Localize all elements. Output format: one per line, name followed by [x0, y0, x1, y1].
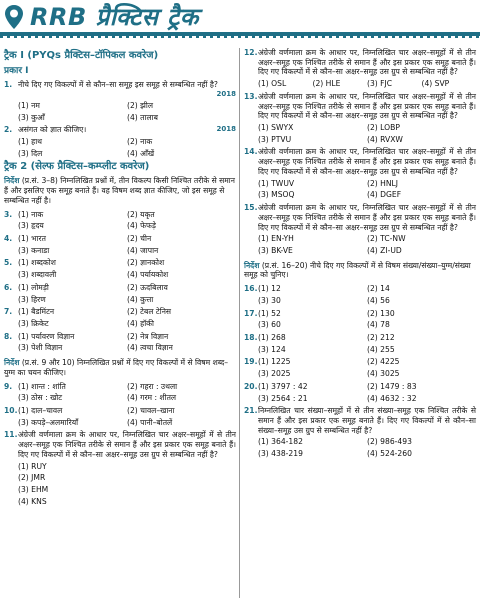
option[interactable]: (1) दाल–चावल — [18, 406, 63, 416]
option[interactable]: (1) शान्त : शांति — [18, 381, 66, 391]
option[interactable]: (4) त्वचा विज्ञान — [127, 343, 173, 353]
option[interactable]: (3) पेशी विज्ञान — [18, 343, 63, 353]
option[interactable]: (1) 52 — [258, 308, 281, 318]
option[interactable]: (1) OSL — [258, 79, 287, 89]
option[interactable]: (4) हॉकी — [127, 319, 154, 328]
question-3 — [4, 210, 236, 231]
option[interactable]: (2) नाक — [127, 137, 153, 147]
question-text-body: नीचे दिए गए विकल्पों में से कौन–सा समूह इस समूह से सम्बन्धित नहीं है? — [18, 80, 218, 90]
option[interactable]: (3) 30 — [258, 295, 281, 305]
question-19 — [244, 357, 476, 378]
option[interactable]: (3) क्रिकेट — [18, 319, 49, 328]
question-8 — [4, 332, 236, 353]
question-11 — [4, 430, 236, 459]
question-number: 15. — [244, 203, 258, 213]
question-text — [18, 80, 236, 99]
option[interactable]: (2) 212 — [367, 332, 395, 342]
question-7-options — [18, 307, 236, 328]
instruction-block — [4, 358, 236, 377]
instruction-tag: निर्देश — [4, 358, 20, 368]
option[interactable]: (4) 255 — [367, 344, 395, 354]
question-4-options — [18, 234, 236, 255]
rail-ties — [0, 36, 480, 38]
question-17-options — [258, 309, 476, 330]
question-text: अंग्रेजी वर्णमाला क्रम के आधार पर, निम्नलिखित चार अक्षर–समूहों में से तीन अक्षर–समूह एक निश्चित तरीके से समान हैं और इस प्रकार एक समूह बनाते हैं। दिए गए विकल्पों में से कौन–सा अक्षर–समूह उस ग्रुप से सम्बन्धित नहीं है? — [18, 430, 236, 459]
instruction-block — [4, 176, 236, 205]
question-text: अंग्रेजी वर्णमाला क्रम के आधार पर, निम्नलिखित चार अक्षर–समूहों में से तीन अक्षर–समूह एक निश्चित तरीके से समान हैं और इस प्रकार एक समूह बनाते हैं। दिए गए विकल्पों में से कौन–सा अक्षर–समूह उस ग्रुप से सम्बन्धित नहीं है? — [258, 203, 476, 232]
question-text: अंग्रेजी वर्णमाला क्रम के आधार पर, निम्नलिखित चार अक्षर–समूहों में से तीन अक्षर–समूह एक निश्चित तरीके से समान हैं और इस प्रकार एक समूह बनाते हैं। दिए गए विकल्पों में से कौन–सा अक्षर–समूह उस ग्रुप से सम्बन्धित नहीं है? — [258, 91, 476, 121]
option[interactable]: (3) दिल — [18, 148, 43, 158]
question-5 — [4, 258, 236, 279]
subsection-type1: प्रकार I — [4, 65, 29, 76]
question-number: 2. — [4, 125, 13, 135]
option[interactable]: (3) 2564 : 21 — [258, 393, 308, 403]
question-20-options — [258, 382, 476, 403]
option[interactable]: (4) SVP — [421, 79, 450, 89]
question-text-body: असंगत को ज्ञात कीजिए। — [18, 125, 87, 135]
question-18-options — [258, 333, 476, 354]
question-number: 6. — [4, 282, 13, 292]
question-7 — [4, 307, 236, 328]
option[interactable]: (2) TC-NW — [367, 234, 406, 244]
option[interactable]: (4) RVXW — [367, 134, 403, 144]
option[interactable]: (4) 524-260 — [367, 449, 412, 459]
option[interactable]: (1) शब्दकोश — [18, 258, 56, 268]
question-3-options — [18, 210, 236, 231]
option[interactable]: (3) FJC — [367, 79, 393, 89]
option[interactable]: (4) कुत्ता — [127, 294, 154, 304]
question-17 — [244, 309, 476, 330]
option[interactable]: (1) 1225 — [258, 357, 291, 367]
question-2 — [4, 125, 236, 135]
option[interactable]: (2) ऊदबिलाव — [127, 282, 168, 292]
question-number: 17. — [244, 308, 258, 318]
option[interactable]: (4) ZI-UD — [367, 245, 402, 255]
option[interactable]: (2) HNLJ — [367, 178, 399, 188]
option[interactable]: (2) टेबल टेनिस — [127, 307, 172, 317]
option[interactable]: (3) MSOQ — [258, 190, 295, 200]
option[interactable]: (2) ज्ञानकोश — [127, 258, 165, 268]
option[interactable]: (2) चीन — [127, 233, 152, 243]
question-16 — [244, 284, 476, 305]
option[interactable]: (1) भारत — [18, 233, 46, 243]
right-column — [244, 48, 476, 461]
left-column — [4, 48, 236, 509]
option[interactable]: (4) गरम : शीतल — [127, 393, 177, 403]
question-number: 3. — [4, 209, 13, 219]
question-13 — [244, 92, 476, 121]
question-number: 8. — [4, 331, 13, 341]
question-6 — [4, 283, 236, 304]
option[interactable]: (4) तालाब — [127, 112, 158, 122]
question-19-options — [258, 357, 476, 378]
instruction-tag: निर्देश — [4, 176, 20, 186]
option[interactable]: (3) ठोस : खोट — [18, 393, 63, 403]
question-11-options — [18, 462, 236, 507]
question-6-options — [18, 283, 236, 304]
question-14-options — [258, 179, 476, 200]
option[interactable]: (1) लोमड़ी — [18, 282, 49, 292]
option[interactable]: (3) 2025 — [258, 369, 291, 379]
option[interactable]: (3) कुआँ — [18, 112, 45, 122]
option[interactable]: (1) पर्यावरण विज्ञान — [18, 331, 75, 341]
option[interactable]: (4) 78 — [367, 320, 390, 330]
question-text: निम्नलिखित चार संख्या–समूहों में से तीन संख्या–समूह एक निश्चित तरीके से समान हैं और इस प्रकार एक समूह बनाते हैं। दिए गए विकल्पों में से कौन–सा संख्या–समूह उस ग्रुप से सम्बन्धित नहीं है? — [258, 406, 476, 435]
option[interactable]: (1) 364-182 — [258, 437, 303, 447]
question-number: 9. — [4, 381, 13, 391]
question-number: 18. — [244, 332, 258, 342]
instruction-text: (प्र.सं. 16–20) नीचे दिए गए विकल्पों में से विषम संख्या/संख्या–युग्म/संख्या समूह को चुनिए। — [244, 260, 471, 280]
question-text: अंग्रेजी वर्णमाला क्रम के आधार पर, निम्नलिखित चार अक्षर–समूहों में से तीन अक्षर–समूह एक निश्चित तरीके से समान हैं और इस प्रकार एक समूह बनाते हैं। दिए गए विकल्पों में से कौन–सा अक्षर–समूह उस ग्रुप से सम्बन्धित नहीं है? — [258, 48, 476, 77]
option[interactable]: (3) EHM — [18, 485, 49, 495]
question-2-options — [18, 137, 236, 158]
option[interactable]: (4) 4632 : 32 — [367, 393, 417, 403]
option[interactable]: (1) नम — [18, 100, 40, 110]
question-text — [18, 125, 236, 135]
option[interactable]: (4) DGEF — [367, 190, 402, 200]
option[interactable]: (2) यकृत — [127, 209, 155, 219]
option[interactable]: (1) 268 — [258, 332, 286, 342]
question-number: 11. — [4, 430, 18, 440]
question-4 — [4, 234, 236, 255]
option[interactable]: (1) 3797 : 42 — [258, 381, 308, 391]
question-number: 1. — [4, 80, 13, 90]
option[interactable]: (3) शब्दावली — [18, 270, 57, 280]
question-9-options — [18, 382, 236, 403]
option[interactable]: (3) BK-VE — [258, 245, 293, 255]
header-banner — [0, 0, 480, 40]
option[interactable]: (1) नाक — [18, 209, 44, 219]
year-tag: 2018 — [216, 125, 236, 134]
column-divider — [239, 48, 240, 598]
option[interactable]: (1) RUY — [18, 461, 47, 471]
option[interactable]: (4) जापान — [127, 245, 159, 255]
question-number: 21. — [244, 406, 258, 416]
option[interactable]: (1) 12 — [258, 284, 281, 294]
option[interactable]: (1) TWUV — [258, 178, 295, 188]
page-title: RRB प्रैक्टिस ट्रैक — [30, 3, 199, 31]
option[interactable]: (4) पानी–बोतलें — [127, 417, 173, 427]
option[interactable]: (4) KNS — [18, 496, 47, 506]
instruction-block — [244, 261, 476, 280]
section-heading-track2: ट्रैक 2 (सेल्फ प्रैक्टिस–कम्प्लीट कवरेज) — [4, 160, 150, 172]
option[interactable]: (2) HLE — [312, 79, 341, 89]
question-number: 12. — [244, 48, 258, 57]
option[interactable]: (4) आँखें — [127, 148, 155, 158]
question-15-options — [258, 234, 476, 255]
option[interactable]: (2) 1479 : 83 — [367, 381, 417, 391]
option[interactable]: (1) बैडमिंटन — [18, 307, 55, 317]
question-12 — [244, 48, 476, 77]
question-12-options — [258, 79, 476, 89]
instruction-text: (प्र.सं. 3–8) निम्नलिखित प्रश्नों में, तीन विकल्प किसी निश्चित तरीके से समान हैं और इसलिए एक समूह बनाते हैं। वह विषम शब्द ज्ञात कीजिए, जो इस समूह से सम्बन्धित नहीं है। — [4, 176, 235, 205]
question-number: 19. — [244, 357, 258, 367]
question-13-options — [258, 123, 476, 144]
section-heading-track1: ट्रैक I (PYQs प्रैक्टिस–टॉपिकल कवरेज) — [4, 50, 159, 61]
option[interactable]: (2) JMR — [18, 473, 46, 483]
option[interactable]: (2) 4225 — [367, 357, 400, 367]
option[interactable]: (1) SWYX — [258, 123, 294, 133]
question-number: 4. — [4, 233, 13, 243]
option[interactable]: (3) PTVU — [258, 134, 292, 144]
question-21-options — [258, 437, 476, 458]
option[interactable]: (2) चावल–खाना — [127, 406, 175, 416]
question-number: 10. — [4, 406, 18, 416]
option[interactable]: (3) हृदय — [18, 221, 44, 231]
option[interactable]: (4) 56 — [367, 295, 390, 305]
option[interactable]: (3) 124 — [258, 344, 286, 354]
option[interactable]: (3) कनाडा — [18, 245, 50, 255]
question-number: 5. — [4, 258, 13, 268]
option[interactable]: (2) 130 — [367, 308, 395, 318]
question-number: 14. — [244, 147, 258, 157]
question-5-options — [18, 258, 236, 279]
question-text: अंग्रेजी वर्णमाला क्रम के आधार पर, निम्नलिखित चार अक्षर–समूहों में से तीन अक्षर–समूह एक निश्चित तरीके से समान हैं और इस प्रकार एक समूह बनाते हैं। दिए गए विकल्पों में से कौन–सा अक्षर–समूह उस ग्रुप से सम्बन्धित नहीं है? — [258, 147, 476, 176]
question-20 — [244, 382, 476, 403]
option[interactable]: (4) 3025 — [367, 369, 400, 379]
question-1-options — [18, 101, 236, 122]
option[interactable]: (1) हाथ — [18, 137, 43, 147]
question-16-options — [258, 284, 476, 305]
question-10 — [4, 406, 236, 427]
question-1 — [4, 80, 236, 99]
option[interactable]: (3) कपड़े–अलमारियाँ — [18, 417, 79, 427]
option[interactable]: (3) 60 — [258, 320, 281, 330]
question-18 — [244, 333, 476, 354]
option[interactable]: (2) नेत्र विज्ञान — [127, 331, 169, 341]
option[interactable]: (1) EN-YH — [258, 234, 294, 244]
question-10-options — [18, 406, 236, 427]
instruction-tag: निर्देश — [244, 260, 260, 270]
year-tag: 2018 — [216, 90, 236, 99]
option[interactable]: (4) पर्यायकोश — [127, 270, 169, 280]
question-14 — [244, 147, 476, 176]
question-8-options — [18, 332, 236, 353]
option[interactable]: (2) 14 — [367, 284, 390, 294]
question-21 — [244, 406, 476, 435]
question-number: 13. — [244, 91, 258, 101]
option[interactable]: (2) 986-493 — [367, 437, 412, 447]
option[interactable]: (2) झील — [127, 100, 154, 110]
option[interactable]: (2) LOBP — [367, 123, 400, 133]
track-pin-icon — [4, 4, 24, 30]
question-9 — [4, 382, 236, 403]
question-15 — [244, 203, 476, 232]
question-number: 7. — [4, 307, 13, 317]
option[interactable]: (2) गहरा : उथला — [127, 381, 178, 391]
instruction-text: (प्र.सं. 9 और 10) निम्नलिखित प्रश्नों में दिए गए विकल्पों में से विषम शब्द–युग्म का चयन कीजिए। — [4, 358, 229, 377]
question-number: 16. — [244, 284, 258, 294]
option[interactable]: (3) हिरण — [18, 294, 46, 304]
question-number: 20. — [244, 381, 258, 391]
option[interactable]: (4) फेफड़े — [127, 221, 156, 231]
option[interactable]: (3) 438-219 — [258, 449, 303, 459]
